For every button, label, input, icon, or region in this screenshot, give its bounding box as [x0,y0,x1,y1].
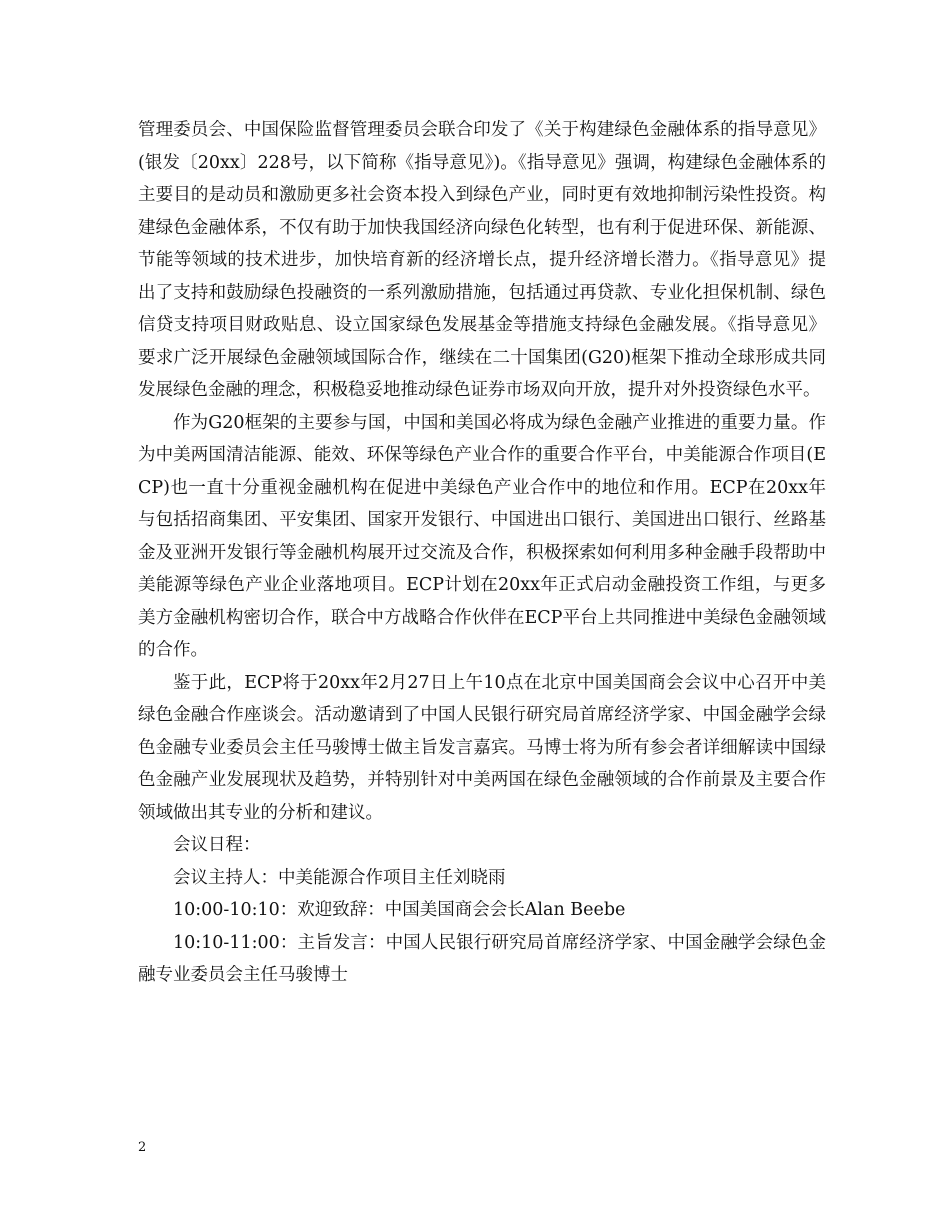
document-body [138,114,826,992]
agenda-item-welcome: 10:00-10:10：欢迎致辞：中国美国商会会长Alan Beebe [173,900,626,920]
page-number: 2 [138,1140,147,1155]
agenda-heading: 会议日程： [173,835,261,855]
paragraph-g20-ecp: 作为G20框架的主要参与国，中国和美国必将成为绿色金融产业推进的重要力量。作为中美两国清洁能源、能效、环保等绿色产业合作的重要合作平台，中美能源合作项目(ECP)也一直十分重视金融机构在促进中美绿色产业合作中的地位和作用。ECP在20xx年与包括招商集团、平安集团、国家开发银行、中国进出口银行、美国进出口银行、丝路基金及亚洲开发银行等金融机构展开过交流及合作，积极探索如何利用多种金融手段帮助中美能源等绿色产业企业落地项目。ECP计划在20xx年正式启动金融投资工作组，与更多美方金融机构密切合作，联合中方战略合作伙伴在ECP平台上共同推进中美绿色金融领域的合作。 [138,412,826,660]
agenda-item-keynote: 10:10-11:00：主旨发言：中国人民银行研究局首席经济学家、中国金融学会绿色金融专业委员会主任马骏博士 [138,932,826,985]
paragraph-green-finance-guidance: 管理委员会、中国保险监督管理委员会联合印发了《关于构建绿色金融体系的指导意见》(银发〔20xx〕228号，以下简称《指导意见》)。《指导意见》强调，构建绿色金融体系的主要目的是动员和激励更多社会资本投入到绿色产业，同时更有效地抑制污染性投资。构建绿色金融体系，不仅有助于加快我国经济向绿色化转型，也有利于促进环保、新能源、节能等领域的技术进步，加快培育新的经济增长点，提升经济增长潜力。《指导意见》提出了支持和鼓励绿色投融资的一系列激励措施，包括通过再贷款、专业化担保机制、绿色信贷支持项目财政贴息、设立国家绿色发展基金等措施支持绿色金融发展。《指导意见》要求广泛开展绿色金融领域国际合作，继续在二十国集团(G20)框架下推动全球形成共同发展绿色金融的理念，积极稳妥地推动绿色证券市场双向开放，提升对外投资绿色水平。 [138,120,826,400]
paragraph-seminar-announcement: 鉴于此，ECP将于20xx年2月27日上午10点在北京中国美国商会会议中心召开中美绿色金融合作座谈会。活动邀请到了中国人民银行研究局首席经济学家、中国金融学会绿色金融专业委员会主任马骏博士做主旨发言嘉宾。马博士将为所有参会者详细解读中国绿色金融产业发展现状及趋势，并特别针对中美两国在绿色金融领域的合作前景及主要合作领域做出其专业的分析和建议。 [138,672,826,823]
agenda-host: 会议主持人：中美能源合作项目主任刘晓雨 [173,867,506,888]
